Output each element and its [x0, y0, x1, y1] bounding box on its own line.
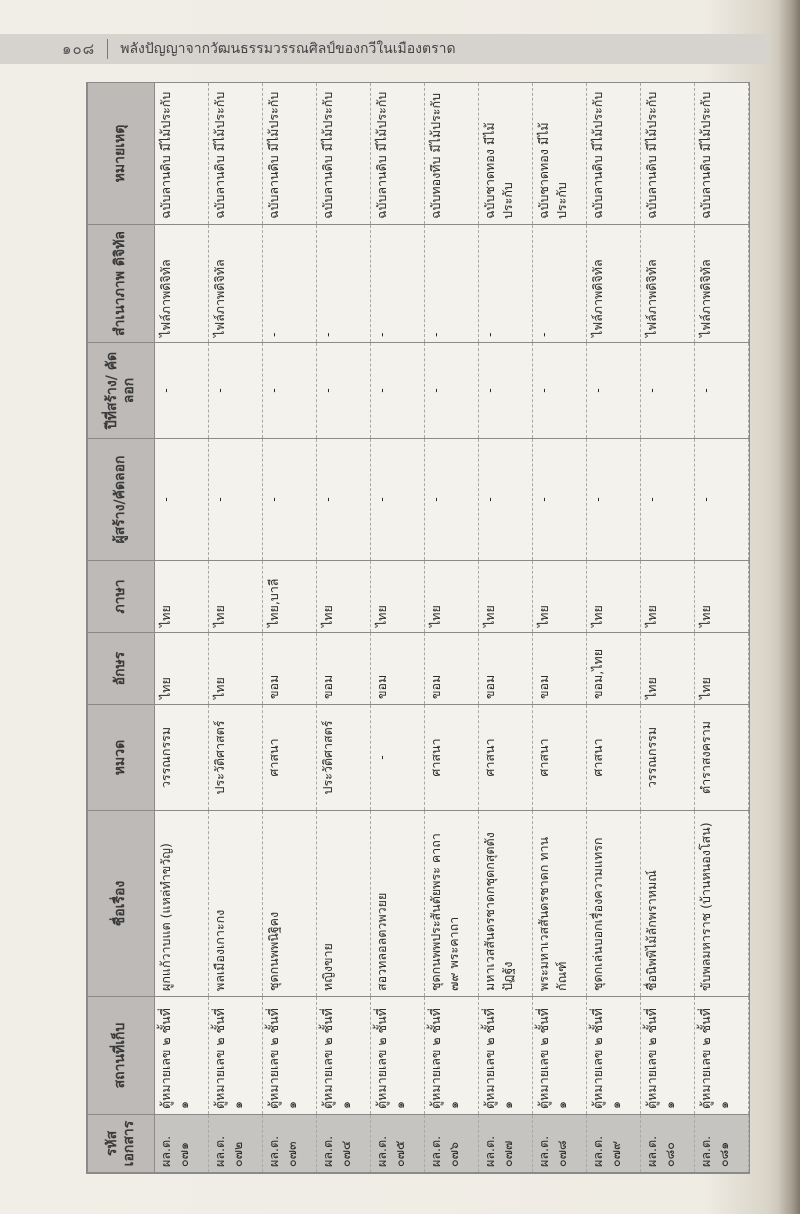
cell-note: ฉบับลานดิบ มีไม้ประกับ [317, 83, 371, 225]
cell-place: ตู้หมายเลข ๒ ชั้นที่ ๑ [641, 997, 695, 1115]
cell-script: ขอม,ไทย [587, 633, 641, 705]
table-header-row [88, 83, 155, 1173]
cell-script: ขอม [425, 633, 479, 705]
cell-note: ฉบับลานดิบ มีไม้ประกับ [263, 83, 317, 225]
cell-language: ไทย [587, 561, 641, 633]
running-title: พลังปัญญาจากวัฒนธรรมวรรณศิลป์ของกวีในเมืองตราด [120, 41, 456, 57]
cell-note: ฉบับลานดิบ มีไม้ประกับ [155, 83, 209, 225]
cell-language: ไทย [209, 561, 263, 633]
cell-language: ไทย [695, 561, 749, 633]
cell-place: ตู้หมายเลข ๒ ชั้นที่ ๑ [155, 997, 209, 1115]
cell-category: ศาสนา [425, 705, 479, 811]
cell-code: ผล.ต. ๐๘๑ [695, 1115, 749, 1173]
cell-language: ไทย,บาลี [263, 561, 317, 633]
cell-digital: - [425, 225, 479, 343]
book-spine-shadow [778, 0, 800, 1214]
cell-author: - [209, 439, 263, 561]
table-row [317, 83, 371, 1173]
cell-author: - [479, 439, 533, 561]
table-row [263, 83, 317, 1173]
cell-place: ตู้หมายเลข ๒ ชั้นที่ ๑ [425, 997, 479, 1115]
cell-language: ไทย [371, 561, 425, 633]
column-header-title: ชื่อเรื่อง [88, 811, 155, 997]
cell-year: - [641, 343, 695, 439]
column-header-code: รหัส เอกสาร [88, 1115, 155, 1173]
cell-note: ฉบับลานดิบ มีไม้ประกับ [209, 83, 263, 225]
cell-code: ผล.ต. ๐๗๖ [425, 1115, 479, 1173]
cell-place: ตู้หมายเลข ๒ ชั้นที่ ๑ [479, 997, 533, 1115]
cell-year: - [425, 343, 479, 439]
cell-digital: - [479, 225, 533, 343]
cell-note: ฉบับทองทึบ มีไม้ประกับ [425, 83, 479, 225]
manuscript-catalog-table [87, 82, 749, 1173]
cell-category: ตำราสงคราม [695, 705, 749, 811]
column-header-script: อักษร [88, 633, 155, 705]
cell-code: ผล.ต. ๐๗๘ [533, 1115, 587, 1173]
cell-digital: - [371, 225, 425, 343]
manuscript-table-frame [86, 82, 750, 1174]
cell-title: ชุดกนพพนิฐิคง [263, 811, 317, 997]
cell-author: - [317, 439, 371, 561]
cell-note: ฉบับชาดทอง มีไม้ประกับ [479, 83, 533, 225]
cell-category: - [371, 705, 425, 811]
cell-script: ขอม [263, 633, 317, 705]
column-header-language: ภาษา [88, 561, 155, 633]
cell-title: พลเมืองเกาะกง [209, 811, 263, 997]
rotated-table-container [87, 83, 749, 1173]
cell-author: - [371, 439, 425, 561]
cell-digital: ไฟล์ภาพดิจิทัล [209, 225, 263, 343]
cell-author: - [533, 439, 587, 561]
cell-title: ชุดกเล่นบอกเรื่องความแทรก [587, 811, 641, 997]
cell-year: - [587, 343, 641, 439]
cell-digital: ไฟล์ภาพดิจิทัล [641, 225, 695, 343]
table-row [695, 83, 749, 1173]
cell-category: ประวัติศาสตร์ [209, 705, 263, 811]
cell-script: ขอม [317, 633, 371, 705]
cell-script: ไทย [695, 633, 749, 705]
cell-note: ฉบับลานดิบ มีไม้ประกับ [695, 83, 749, 225]
cell-category: ศาสนา [587, 705, 641, 811]
cell-script: ขอม [371, 633, 425, 705]
cell-title: สอวทลอลตวพวยย [371, 811, 425, 997]
cell-category: วรรณกรรม [155, 705, 209, 811]
column-header-author: ผู้สร้าง/คัดลอก [88, 439, 155, 561]
column-header-category: หมวด [88, 705, 155, 811]
cell-year: - [263, 343, 317, 439]
cell-digital: ไฟล์ภาพดิจิทัล [155, 225, 209, 343]
cell-place: ตู้หมายเลข ๒ ชั้นที่ ๑ [371, 997, 425, 1115]
cell-place: ตู้หมายเลข ๒ ชั้นที่ ๑ [695, 997, 749, 1115]
cell-script: ไทย [155, 633, 209, 705]
cell-title: หญิงขาย [317, 811, 371, 997]
column-header-year: ปีที่สร้าง/ คัดลอก [88, 343, 155, 439]
cell-year: - [371, 343, 425, 439]
cell-title: ขับพลมหาราช (บ้านหนองโสน) [695, 811, 749, 997]
cell-digital: - [317, 225, 371, 343]
cell-category: วรรณกรรม [641, 705, 695, 811]
column-header-place: สถานที่เก็บ [88, 997, 155, 1115]
cell-title: ชุดกนพพประสันตัยพระ คาถา ๗๙ พระคาถา [425, 811, 479, 997]
cell-category: ประวัติศาสตร์ [317, 705, 371, 811]
cell-script: ขอม [479, 633, 533, 705]
cell-place: ตู้หมายเลข ๒ ชั้นที่ ๑ [317, 997, 371, 1115]
cell-year: - [479, 343, 533, 439]
cell-place: ตู้หมายเลข ๒ ชั้นที่ ๑ [209, 997, 263, 1115]
table-row [155, 83, 209, 1173]
cell-note: ฉบับชาดทอง มีไม้ประกับ [533, 83, 587, 225]
cell-year: - [155, 343, 209, 439]
cell-code: ผล.ต. ๐๗๕ [371, 1115, 425, 1173]
page-header [0, 34, 770, 64]
column-header-digital: สำเนาภาพ ดิจิทัล [88, 225, 155, 343]
table-row [641, 83, 695, 1173]
cell-code: ผล.ต. ๐๘๐ [641, 1115, 695, 1173]
cell-script: ไทย [641, 633, 695, 705]
cell-note: ฉบับลานดิบ มีไม้ประกับ [587, 83, 641, 225]
cell-note: ฉบับลานดิบ มีไม้ประกับ [371, 83, 425, 225]
header-separator [107, 39, 108, 59]
cell-digital: - [263, 225, 317, 343]
page-number: ๑๐๘ [62, 40, 96, 58]
cell-script: ไทย [209, 633, 263, 705]
cell-title: ผูกแก้วาบแต (แหล่ทำขวัญ) [155, 811, 209, 997]
cell-title: พระมหาเวสสันดรชาดก ทานกัณฑ์ [533, 811, 587, 997]
cell-title: ชื่อนิพพิไม้ลักพราหมณ์ [641, 811, 695, 997]
cell-author: - [425, 439, 479, 561]
cell-category: ศาสนา [263, 705, 317, 811]
table-row [371, 83, 425, 1173]
cell-language: ไทย [533, 561, 587, 633]
table-row [425, 83, 479, 1173]
cell-code: ผล.ต. ๐๗๙ [587, 1115, 641, 1173]
cell-title: มหาเวสสันดรชาดกชุดกสุตตัง ปัฏฐัง [479, 811, 533, 997]
cell-note: ฉบับลานดิบ มีไม้ประกับ [641, 83, 695, 225]
cell-author: - [587, 439, 641, 561]
cell-year: - [317, 343, 371, 439]
cell-digital: - [533, 225, 587, 343]
cell-author: - [263, 439, 317, 561]
table-row [209, 83, 263, 1173]
cell-category: ศาสนา [533, 705, 587, 811]
cell-place: ตู้หมายเลข ๒ ชั้นที่ ๑ [587, 997, 641, 1115]
cell-code: ผล.ต. ๐๗๗ [479, 1115, 533, 1173]
cell-author: - [695, 439, 749, 561]
cell-digital: ไฟล์ภาพดิจิทัล [695, 225, 749, 343]
cell-year: - [533, 343, 587, 439]
cell-language: ไทย [155, 561, 209, 633]
table-row [533, 83, 587, 1173]
cell-place: ตู้หมายเลข ๒ ชั้นที่ ๑ [263, 997, 317, 1115]
cell-code: ผล.ต. ๐๗๔ [317, 1115, 371, 1173]
cell-author: - [641, 439, 695, 561]
cell-language: ไทย [641, 561, 695, 633]
cell-script: ขอม [533, 633, 587, 705]
cell-digital: ไฟล์ภาพดิจิทัล [587, 225, 641, 343]
cell-code: ผล.ต. ๐๗๓ [263, 1115, 317, 1173]
cell-language: ไทย [317, 561, 371, 633]
cell-code: ผล.ต. ๐๗๒ [209, 1115, 263, 1173]
cell-code: ผล.ต. ๐๗๑ [155, 1115, 209, 1173]
cell-author: - [155, 439, 209, 561]
cell-language: ไทย [425, 561, 479, 633]
cell-year: - [695, 343, 749, 439]
cell-category: ศาสนา [479, 705, 533, 811]
table-row [479, 83, 533, 1173]
table-row [587, 83, 641, 1173]
cell-place: ตู้หมายเลข ๒ ชั้นที่ ๑ [533, 997, 587, 1115]
cell-year: - [209, 343, 263, 439]
column-header-note: หมายเหตุ [88, 83, 155, 225]
cell-language: ไทย [479, 561, 533, 633]
